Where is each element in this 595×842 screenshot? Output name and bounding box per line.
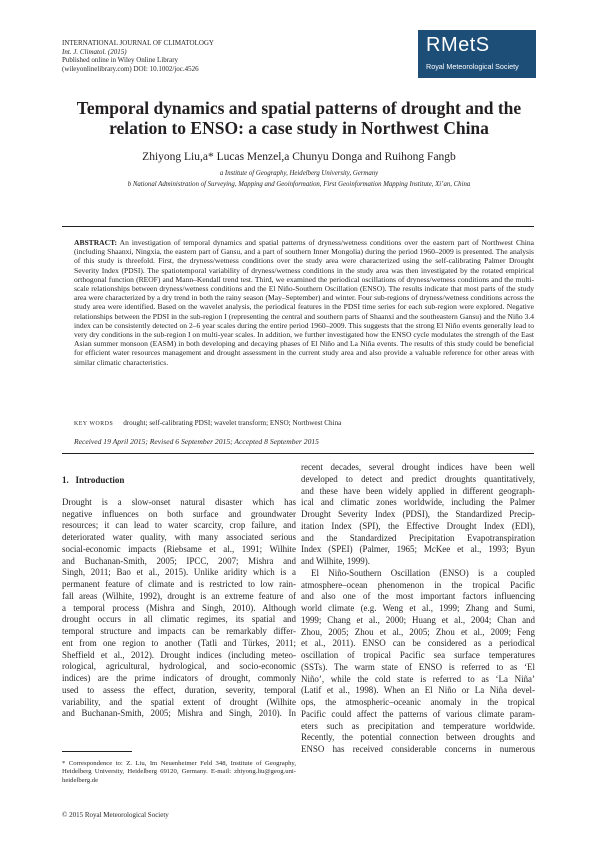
logo-name: RMetS xyxy=(426,34,490,56)
keywords xyxy=(74,419,534,427)
article-dates: Received 19 April 2015; Revised 6 September 2015; Accepted 8 September 2015 xyxy=(74,437,319,446)
body-line-citation[interactable]: social-economic impacts (Riebsame et al., 1991; Wilhite xyxy=(62,543,296,554)
body-line: and also one of the most important factors influencing xyxy=(301,591,535,602)
body-line-citation[interactable]: and Buchanan-Smith, 2005; IPCC, 2007; Mishra and xyxy=(62,555,296,566)
body-line: atmosphere–ocean phenomenon in the tropical Pacific xyxy=(301,579,535,590)
body-line-citation[interactable]: et al., 2011). ENSO can be considered as a periodical xyxy=(301,638,535,649)
logo-subtitle: Royal Meteorological Society xyxy=(426,62,519,71)
correspondence-footnote: * Correspondence to: Z. Liu, Im Neuenheimer Feld 348, Institute of Geography, Heidelberg University, Heidelberg 69120, Germany. E-mail: zhiyong.liu@geog.uni-heidelberg.de xyxy=(62,760,296,784)
keywords-label: KEY WORDS xyxy=(74,421,114,427)
body-line-citation[interactable]: world climate (e.g. Weng et al., 1999; Zhang and Sumi, xyxy=(301,603,535,613)
body-line: ops, the atmospheric–oceanic anomaly in the tropical xyxy=(301,697,535,707)
body-line: permanent feature of climate and is restricted to low rain- xyxy=(62,579,296,589)
body-line-citation[interactable]: Zhou, 2005; Zhou et al., 2005; Zhou et al., 2009; Feng xyxy=(301,626,535,637)
left-column xyxy=(62,475,296,720)
body-line: eters such as precipitation and temperature worldwide. xyxy=(301,720,535,731)
body-line: recent decades, several drought indices have been well xyxy=(301,462,535,472)
body-line: itation Index (SPI), the Effective Drought Index (EDI), xyxy=(301,520,535,531)
body-line: Drought is a slow-onset natural disaster which has xyxy=(62,496,296,507)
journal-header xyxy=(62,39,214,74)
journal-citation: Int. J. Climatol. (2015) xyxy=(62,47,127,56)
body-line-citation[interactable]: and Buchanan-Smith, 2005; Mishra and Singh, 2010). In xyxy=(62,708,296,719)
body-line: variability, and the spatial extent of drought (Wilhite xyxy=(62,696,296,707)
body-line-citation[interactable]: (Latif et al., 1998). When an El Niño or La Niña devel- xyxy=(301,685,535,696)
divider-bottom xyxy=(62,453,534,454)
right-column xyxy=(301,462,535,756)
body-line: oscillation of tropical Pacific sea surface temperatures xyxy=(301,650,535,660)
body-line: negative influences on both surface and groundwater xyxy=(62,508,296,519)
body-line: El Niño-Southern Oscillation (ENSO) is a coupled xyxy=(311,567,535,578)
body-line-citation[interactable]: 1999; Chang et al., 2000; Huang et al., 2004; Chan and xyxy=(301,614,535,625)
body-line-citation[interactable]: a temporal process (Mishra and Singh, 2010). Although xyxy=(62,602,296,613)
body-line: ical and climatic zones worldwide, including the Palmer xyxy=(301,497,535,508)
body-line: Recently, the potential connection between droughts and xyxy=(301,732,535,743)
body-line: Niño’, while the cold state is referred to as ‘La Niña’ xyxy=(301,673,535,684)
body-line: rological, agricultural, hydrological, and socio-economic xyxy=(62,661,296,672)
body-line: developed to detect and predict droughts quantitatively, xyxy=(301,473,535,484)
body-line-citation[interactable]: Sheffield et al., 2012). Drought indices (including meteo- xyxy=(62,649,296,660)
keywords-text: drought; self-calibrating PDSI; wavelet transform; ENSO; Northwest China xyxy=(123,419,342,427)
paper-title: Temporal dynamics and spatial patterns of drought and the relation to ENSO: a case study in Northwest China xyxy=(76,98,522,138)
body-line: temporal structure and impacts can be remarkably differ- xyxy=(62,626,296,636)
section-number: 1. xyxy=(62,475,69,485)
body-line: Drought Severity Index (PDSI), the Standardized Precip- xyxy=(301,509,535,519)
journal-name: INTERNATIONAL JOURNAL OF CLIMATOLOGY xyxy=(62,39,214,47)
body-line: fall areas (Wilhite, 1992), drought is an extreme feature of xyxy=(62,590,296,601)
section-title: Introduction xyxy=(75,475,125,485)
abstract xyxy=(74,238,534,367)
body-line: indices) are the prime indicators of drought, commonly xyxy=(62,673,296,683)
body-line-citation[interactable]: ent from one region to another (Tatli and Türkes, 2011; xyxy=(62,637,296,648)
affiliation-a: a Institute of Geography, Heidelberg University, Germany xyxy=(219,170,379,177)
body-line-citation[interactable]: Singh, 2011; Bao et al., 2015). Unlike aridity which is a xyxy=(62,567,296,578)
body-line: ENSO has received considerable concerns in numerous xyxy=(301,744,535,754)
affiliation-b: b National Administration of Surveying, Mapping and Geoinformation, First Geoinformation Mapping Institute, Xi’an, China xyxy=(127,181,471,188)
body-line: and the Standardized Precipitation Evapotranspiration xyxy=(301,532,535,543)
body-line: drought occurs in all climatic regimes, its spatial and xyxy=(62,614,296,625)
rmets-logo xyxy=(418,30,536,78)
divider-top xyxy=(62,226,534,227)
copyright: © 2015 Royal Meteorological Society xyxy=(62,811,169,819)
body-line: Pacific could affect the patterns of various climate param- xyxy=(301,708,535,719)
body-line: used to assess the effect, duration, severity, temporal xyxy=(62,684,296,695)
journal-doi[interactable]: (wileyonlinelibrary.com) DOI: 10.1002/joc.4526 xyxy=(62,65,199,74)
abstract-text: An investigation of temporal dynamics and spatial patterns of dryness/wetness conditions over the eastern part of Northwest China (including Shaanxi, Ningxia, the eastern part of Gansu, and a part of southern Inner Mongolia) during the period 1960–2009 is presented. The analysis of this study is threefold. First, the dryness/wetness conditions over the study area were characterized using the self-calibrating Palmer Drought Severity Index (PDSI). The spatiotemporal variability of dryness/wetness conditions in the study area was then investigated by the rotated empirical orthogonal function (REOF) and Mann–Kendall trend test. Third, we examined the periodical oscillations of dryness/wetness conditions and the multi-scale relationships between dryness/wetness conditions and the El Niño-Southern Oscillation (ENSO). The results indicate that most parts of the study area were characterized by a dry trend in both the rainy season (May–September) and winter. Four sub-regions of dryness/wetness conditions across the study area were identified. Based on the wavelet analysis, the periodical features in the PDSI time series for each sub-region were explored. Negative relationships between the PDSI in the sub-region I (representing the central and southern parts of Shaanxi and the southeastern Gansu) and the Niño 3.4 index can be consistently detected on 2–6 year scales during the entire period 1960–2009. This suggests that the strong El Niño events generally lead to very dry conditions in the sub-region I on multi-year scales. In addition, we further investigated how the ENSO cycle modulates the strength of the East Asian summer monsoon (EASM) in both developing and decaying phases of El Niño and La Niña events. The results of this study could be beneficial for efficient water resources management and drought assessment in the current study area and also provide a valuable reference for other areas with similar climatic characteristics. xyxy=(74,238,534,367)
section-heading xyxy=(62,475,296,487)
footnote-divider xyxy=(62,751,132,752)
body-line: deteriorated water quality, with many associated serious xyxy=(62,532,296,542)
abstract-label: ABSTRACT: xyxy=(74,238,118,247)
journal-published: Published online in Wiley Online Library xyxy=(62,56,179,65)
body-line: and these have been widely applied in different geograph- xyxy=(301,485,535,496)
body-line: (SSTs). The warm state of ENSO is referred to as ‘El xyxy=(301,661,535,672)
body-line-citation[interactable]: and Wilhite, 1999). xyxy=(301,556,370,566)
body-line: resources; it can lead to water scarcity, crop failure, and xyxy=(62,520,296,531)
body-line-citation[interactable]: Index (SPEI) (Palmer, 1965; McKee et al., 1993; Byun xyxy=(301,544,535,555)
author-list: Zhiyong Liu,a* Lucas Menzel,a Chunyu Donga and Ruihong Fangb xyxy=(142,151,456,163)
